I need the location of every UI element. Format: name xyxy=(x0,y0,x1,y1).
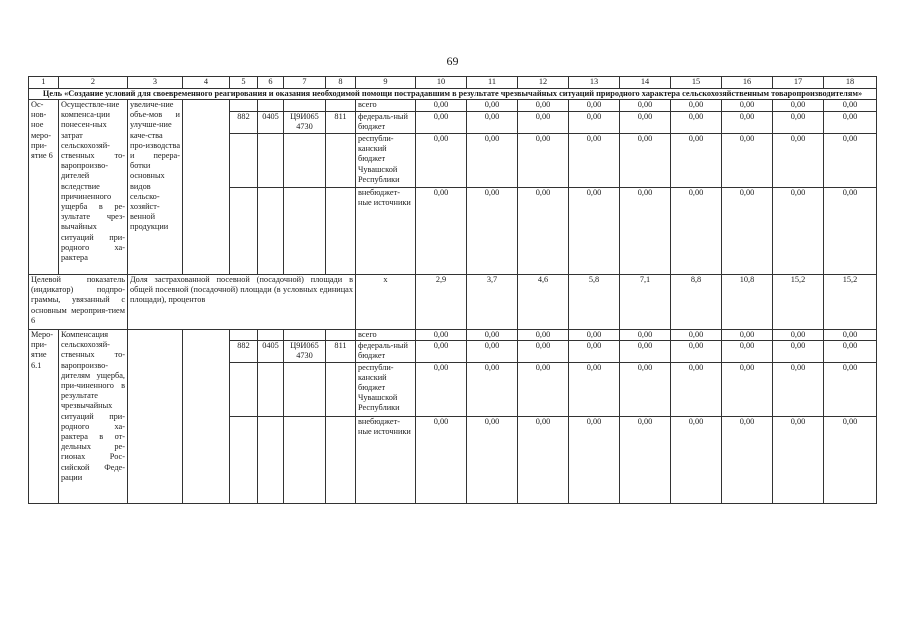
event61-extrabudget-value: 0,00 xyxy=(416,416,467,503)
column-header: 17 xyxy=(773,77,824,89)
event6-extrabudget-value: 0,00 xyxy=(824,188,877,275)
event6-row-total xyxy=(29,100,877,112)
event61-republic-value: 0,00 xyxy=(671,362,722,416)
event61-grbs: 882 xyxy=(230,341,258,362)
event6-republic-value: 0,00 xyxy=(671,134,722,188)
event6-total-value: 0,00 xyxy=(518,100,569,112)
event61-total-value: 0,00 xyxy=(416,330,467,341)
indicator-value: 3,7 xyxy=(467,275,518,330)
event61-total-value: 0,00 xyxy=(518,330,569,341)
event61-expense-type: 811 xyxy=(326,341,356,362)
indicator-value: 8,8 xyxy=(671,275,722,330)
event61-federal-value: 0,00 xyxy=(569,341,620,362)
indicator-value: 5,8 xyxy=(569,275,620,330)
event6-federal-value: 0,00 xyxy=(518,112,569,134)
event6-total-value: 0,00 xyxy=(773,100,824,112)
event61-participant xyxy=(183,330,230,504)
indicator-value: 15,2 xyxy=(824,275,877,330)
event6-participant xyxy=(183,100,230,275)
column-header: 5 xyxy=(230,77,258,89)
funding-label: всего xyxy=(356,330,416,341)
event6-federal-value: 0,00 xyxy=(773,112,824,134)
event61-row-total xyxy=(29,330,877,341)
event6-grbs: 882 xyxy=(230,112,258,134)
indicator-value: 4,6 xyxy=(518,275,569,330)
column-header: 4 xyxy=(183,77,230,89)
column-header: 7 xyxy=(284,77,326,89)
indicator-description: Доля застрахованной посевной (посадочной) площади в общей посевной (посадочной) площади (в условных единицах площади), процентов xyxy=(128,275,356,330)
event61-extrabudget-value: 0,00 xyxy=(671,416,722,503)
indicator-value: 10,8 xyxy=(722,275,773,330)
event6-total-value: 0,00 xyxy=(620,100,671,112)
event6-republic-value: 0,00 xyxy=(620,134,671,188)
event6-republic-value: 0,00 xyxy=(416,134,467,188)
event61-republic-value: 0,00 xyxy=(722,362,773,416)
funding-label: федераль-ный бюджет xyxy=(356,341,416,362)
event61-republic-value: 0,00 xyxy=(416,362,467,416)
event6-extrabudget-value: 0,00 xyxy=(671,188,722,275)
indicator-value: 15,2 xyxy=(773,275,824,330)
event61-total-value: 0,00 xyxy=(467,330,518,341)
event6-extrabudget-value: 0,00 xyxy=(620,188,671,275)
event61-federal-value: 0,00 xyxy=(773,341,824,362)
event61-total-value: 0,00 xyxy=(620,330,671,341)
indicator-row xyxy=(29,275,877,330)
event6-republic-value: 0,00 xyxy=(467,134,518,188)
event61-extrabudget-value: 0,00 xyxy=(467,416,518,503)
event6-total-value: 0,00 xyxy=(722,100,773,112)
event6-republic-value: 0,00 xyxy=(722,134,773,188)
event61-federal-value: 0,00 xyxy=(671,341,722,362)
indicator-unit: х xyxy=(356,275,416,330)
event6-federal-value: 0,00 xyxy=(416,112,467,134)
program-table xyxy=(28,76,877,504)
event6-extrabudget-value: 0,00 xyxy=(722,188,773,275)
event61-extrabudget-value: 0,00 xyxy=(620,416,671,503)
event6-total-value: 0,00 xyxy=(416,100,467,112)
column-header-row xyxy=(29,77,877,89)
event6-federal-value: 0,00 xyxy=(722,112,773,134)
event61-federal-value: 0,00 xyxy=(467,341,518,362)
event61-number: Меро-при-ятие 6.1 xyxy=(29,330,59,504)
column-header: 9 xyxy=(356,77,416,89)
event61-republic-value: 0,00 xyxy=(569,362,620,416)
event61-result xyxy=(128,330,183,504)
column-header: 18 xyxy=(824,77,877,89)
funding-label: внебюджет-ные источники xyxy=(356,188,416,275)
event61-section: 0405 xyxy=(258,341,284,362)
funding-label: всего xyxy=(356,100,416,112)
event6-target-article: Ц9И065 4730 xyxy=(284,112,326,134)
event61-extrabudget-value: 0,00 xyxy=(824,416,877,503)
column-header: 3 xyxy=(128,77,183,89)
event6-extrabudget-value: 0,00 xyxy=(773,188,824,275)
event61-republic-value: 0,00 xyxy=(824,362,877,416)
column-header: 14 xyxy=(620,77,671,89)
event61-federal-value: 0,00 xyxy=(620,341,671,362)
funding-label: внебюджет-ные источники xyxy=(356,416,416,503)
event6-federal-value: 0,00 xyxy=(620,112,671,134)
event6-federal-value: 0,00 xyxy=(467,112,518,134)
event6-total-value: 0,00 xyxy=(671,100,722,112)
column-header: 10 xyxy=(416,77,467,89)
column-header: 13 xyxy=(569,77,620,89)
event6-federal-value: 0,00 xyxy=(671,112,722,134)
event61-total-value: 0,00 xyxy=(773,330,824,341)
event61-extrabudget-value: 0,00 xyxy=(722,416,773,503)
event61-federal-value: 0,00 xyxy=(518,341,569,362)
page-number: 69 xyxy=(446,54,459,68)
event6-result: увеличе-ние объе-мов и улучше-ние каче-ства про-изводства и перера-ботки основных видов сельско-хозяйст-венной продукции xyxy=(128,100,183,275)
column-header: 12 xyxy=(518,77,569,89)
event61-republic-value: 0,00 xyxy=(467,362,518,416)
event61-total-value: 0,00 xyxy=(569,330,620,341)
event6-total-value: 0,00 xyxy=(824,100,877,112)
event61-target-article: Ц9И065 4730 xyxy=(284,341,326,362)
event6-extrabudget-value: 0,00 xyxy=(518,188,569,275)
event6-federal-value: 0,00 xyxy=(569,112,620,134)
funding-label: республи-канский бюджет Чувашской Республики xyxy=(356,134,416,188)
event6-republic-value: 0,00 xyxy=(518,134,569,188)
event61-extrabudget-value: 0,00 xyxy=(773,416,824,503)
funding-label: республи-канский бюджет Чувашской Республики xyxy=(356,362,416,416)
column-header: 16 xyxy=(722,77,773,89)
event61-federal-value: 0,00 xyxy=(824,341,877,362)
column-header: 8 xyxy=(326,77,356,89)
event6-republic-value: 0,00 xyxy=(569,134,620,188)
event6-federal-value: 0,00 xyxy=(824,112,877,134)
event61-total-value: 0,00 xyxy=(671,330,722,341)
goal-title: Цель «Создание условий для своевременного реагирования и оказания необходимой помощи пострадавшим в результате чрезвычайных ситуаций природного характера сельскохозяйственным товаропроизводителям» xyxy=(29,89,877,100)
indicator-value: 2,9 xyxy=(416,275,467,330)
event61-total-value: 0,00 xyxy=(824,330,877,341)
event61-extrabudget-value: 0,00 xyxy=(569,416,620,503)
event61-republic-value: 0,00 xyxy=(773,362,824,416)
event6-total-value: 0,00 xyxy=(467,100,518,112)
event6-republic-value: 0,00 xyxy=(773,134,824,188)
event6-number: Ос-нов-ное меро-при-ятие 6 xyxy=(29,100,59,275)
event61-republic-value: 0,00 xyxy=(518,362,569,416)
event61-republic-value: 0,00 xyxy=(620,362,671,416)
funding-label: федераль-ный бюджет xyxy=(356,112,416,134)
goal-row xyxy=(29,89,877,100)
event6-extrabudget-value: 0,00 xyxy=(569,188,620,275)
event61-total-value: 0,00 xyxy=(722,330,773,341)
column-header: 1 xyxy=(29,77,59,89)
column-header: 15 xyxy=(671,77,722,89)
event6-expense-type: 811 xyxy=(326,112,356,134)
event6-extrabudget-value: 0,00 xyxy=(467,188,518,275)
indicator-label: Целевой показатель (индикатор) подпро-граммы, увязанный с основным мероприя-тием 6 xyxy=(29,275,128,330)
event61-federal-value: 0,00 xyxy=(722,341,773,362)
event6-title: Осуществле-ние компенса-ции понесен-ных затрат сельскохозяй-ственных то-варопроизво-дителей вследствие причиненного ущерба в ре-зультате чрез-вычайных ситуаций при-родного ха-рактера xyxy=(59,100,128,275)
event6-section: 0405 xyxy=(258,112,284,134)
column-header: 2 xyxy=(59,77,128,89)
event61-extrabudget-value: 0,00 xyxy=(518,416,569,503)
indicator-value: 7,1 xyxy=(620,275,671,330)
column-header: 6 xyxy=(258,77,284,89)
event61-title: Компенсация сельскохозяй-ственных то-варопроизво-дителям ущерба, при-чиненного в результате чрезвычайных ситуаций при-родного ха-рактера в от-дельных ре-гионах Рос-сийской Феде-рации xyxy=(59,330,128,504)
event6-total-value: 0,00 xyxy=(569,100,620,112)
column-header: 11 xyxy=(467,77,518,89)
event61-federal-value: 0,00 xyxy=(416,341,467,362)
event6-extrabudget-value: 0,00 xyxy=(416,188,467,275)
event6-republic-value: 0,00 xyxy=(824,134,877,188)
